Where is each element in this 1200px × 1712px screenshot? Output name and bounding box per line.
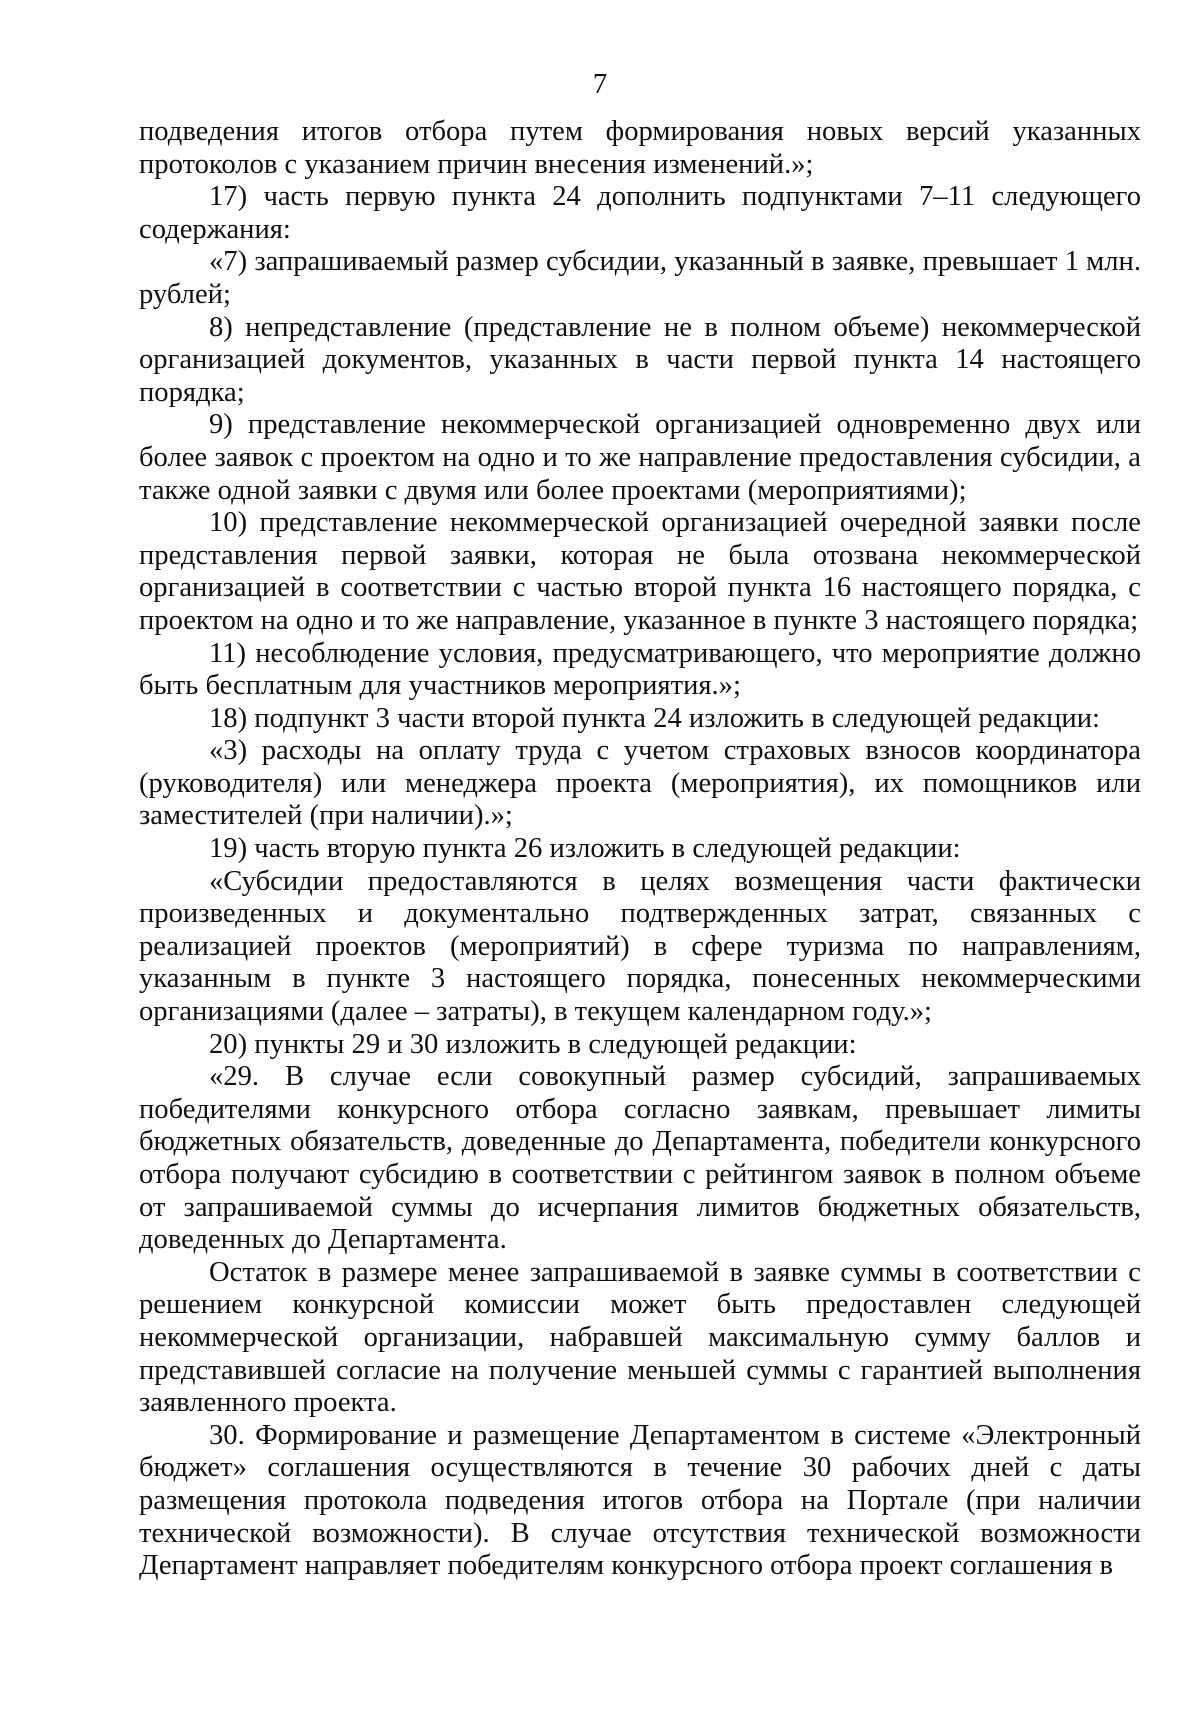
paragraph-subitem-9: 9) представление некоммерческой организацией одновременно двух или более заявок с проектом на одно и то же направление предоставления субсидии, а также одной заявки с двумя или более проектами (мероприятиями);: [139, 409, 1141, 506]
paragraph-item-18: 18) подпункт 3 части второй пункта 24 изложить в следующей редакции:: [209, 702, 1100, 734]
paragraph-subitem-10: 10) представление некоммерческой организацией очередной заявки после представления первой заявки, которая не была отозвана некоммерческой организацией в соответствии с частью второй пункта 16 настоящего порядка, с проектом на одно и то же направление, указанное в пункте 3 настоящего порядка;: [139, 507, 1141, 636]
paragraph-item-19: 19) часть вторую пункта 26 изложить в следующей редакции:: [209, 833, 961, 865]
paragraph-remainder: Остаток в размере менее запрашиваемой в заявке суммы в соответствии с решением конкурсной комиссии может быть предоставлен следующей некоммерческой организации, набравшей максимальную сумму баллов и представившей согласие на получение меньшей суммы с гарантией выполнения заявленного проекта.: [139, 1256, 1141, 1419]
paragraph-subitem-8: 8) непредставление (представление не в полном объеме) некоммерческой организацией документов, указанных в части первой пункта 14 настоящего порядка;: [139, 311, 1141, 408]
paragraph-subitem-11: 11) несоблюдение условия, предусматривающего, что мероприятие должно быть бесплатным для участников мероприятия.»;: [139, 637, 1141, 702]
paragraph-subitem-3: «3) расходы на оплату труда с учетом страховых взносов координатора (руководителя) или менеджера проекта (мероприятия), их помощников или заместителей (при наличии).»;: [139, 735, 1141, 832]
paragraph-point-29: «29. В случае если совокупный размер субсидий, запрашиваемых победителями конкурсного отбора согласно заявкам, превышает лимиты бюджетных обязательств, доведенные до Департамента, победители конкурсного отбора получают субсидию в соответствии с рейтингом заявок в полном объеме от запрашиваемой суммы до исчерпания лимитов бюджетных обязательств, доведенных до Департамента.: [139, 1061, 1141, 1256]
page-number: 7: [592, 68, 608, 100]
document-body: [139, 116, 1141, 1583]
paragraph-item-20: 20) пункты 29 и 30 изложить в следующей редакции:: [209, 1028, 857, 1060]
paragraph-point-30: 30. Формирование и размещение Департаментом в системе «Электронный бюджет» соглашения осуществляются в течение 30 рабочих дней с даты размещения протокола подведения итогов отбора на Портале (при наличии технической возможности). В случае отсутствия технической возможности Департамент направляет победителям конкурсного отбора проект соглашения в: [139, 1419, 1141, 1582]
paragraph-subitem-7: «7) запрашиваемый размер субсидии, указанный в заявке, превышает 1 млн. рублей;: [139, 246, 1141, 310]
paragraph-continuation: подведения итогов отбора путем формирования новых версий указанных протоколов с указанием причин внесения изменений.»;: [139, 116, 1141, 180]
paragraph-subsidies: «Субсидии предоставляются в целях возмещения части фактически произведенных и документально подтвержденных затрат, связанных с реализацией проектов (мероприятий) в сфере туризма по направлениям, указанным в пункте 3 настоящего порядка, понесенных некоммерческими организациями (далее – затраты), в текущем календарном году.»;: [139, 865, 1141, 1028]
paragraph-item-17: 17) часть первую пункта 24 дополнить подпунктами 7–11 следующего содержания:: [139, 181, 1141, 245]
